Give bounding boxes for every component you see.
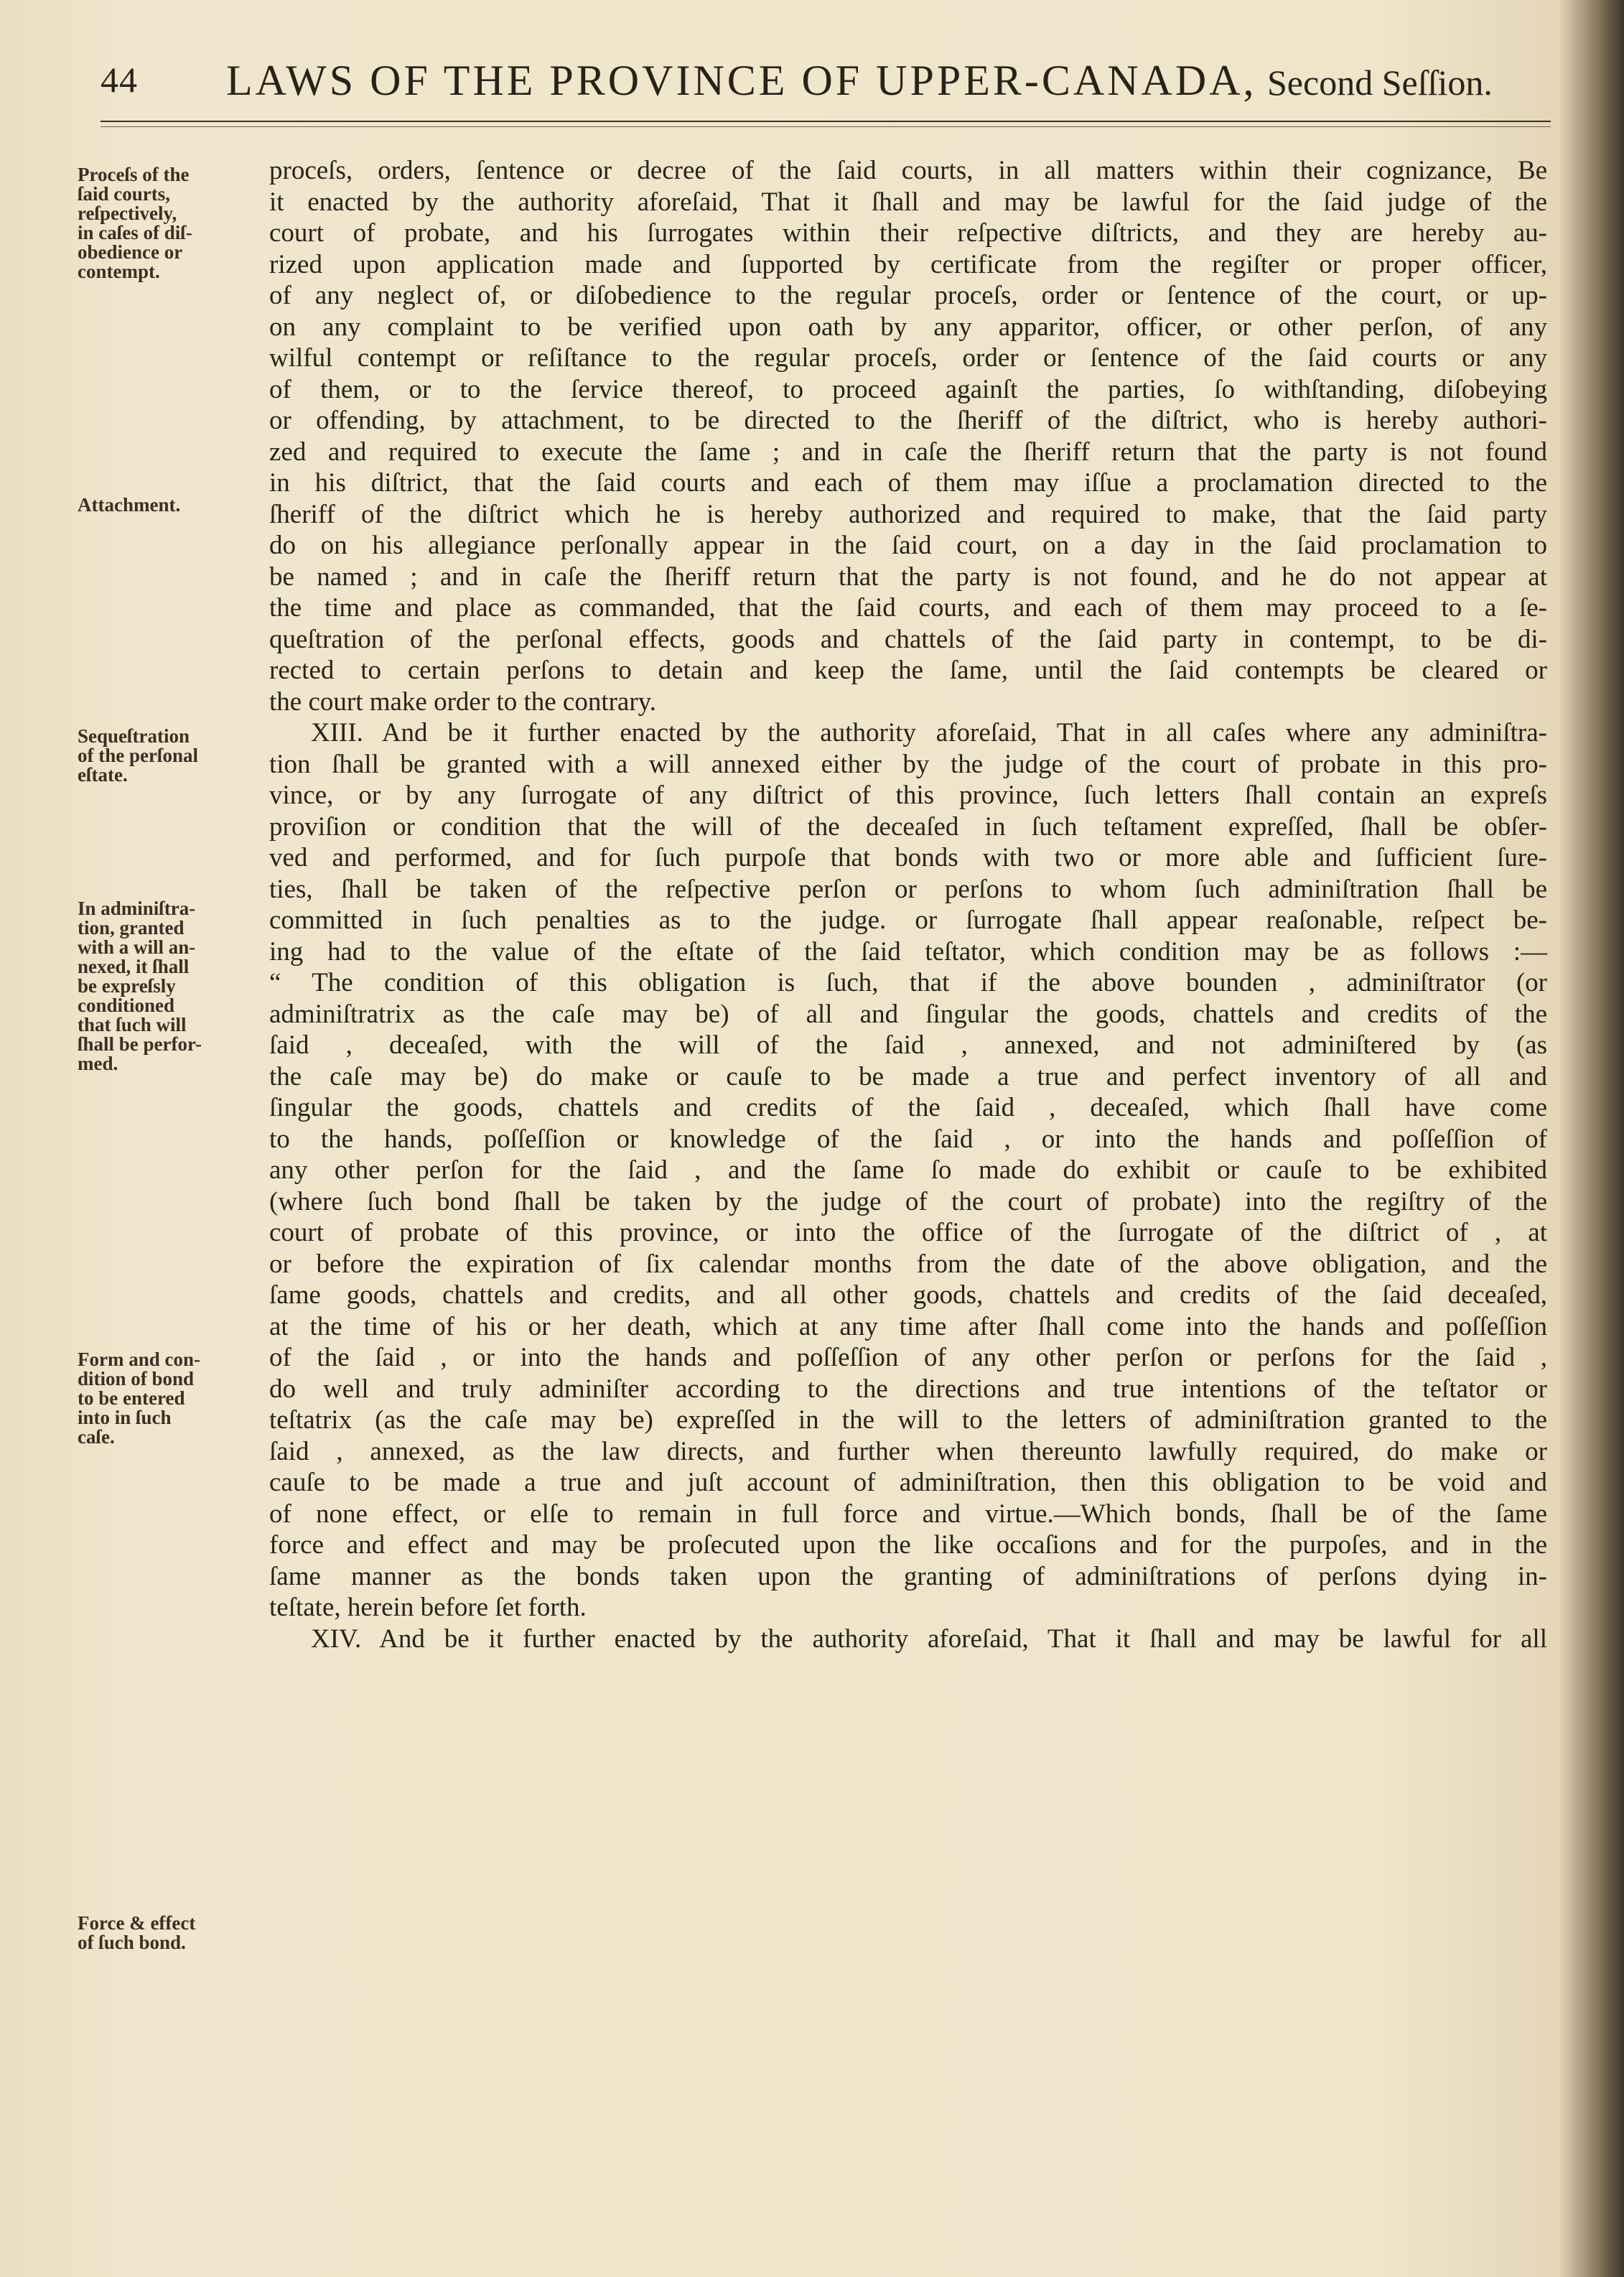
- text-line: ing had to the value of the eſtate of the ſaid teſtator, which condition may be as follows :—: [269, 936, 1547, 967]
- text-line: of them, or to the ſervice thereof, to proceed againſt the parties, ſo withſtanding, diſobeying: [269, 374, 1547, 404]
- text-line: court of probate of this province, or into the office of the ſurrogate of the diſtrict of , at: [269, 1218, 1547, 1247]
- text-line: or before the expiration of ſix calendar months from the date of the above obligation, and the: [269, 1249, 1547, 1279]
- running-title: LAWS OF THE PROVINCE OF UPPER-CANADA,: [226, 57, 1257, 104]
- text-line: queſtration of the perſonal effects, goods and chattels of the ſaid party in contempt, to be di-: [269, 624, 1547, 654]
- marginal-line: that ſuch will: [78, 1014, 187, 1035]
- text-line: ties, ſhall be taken of the reſpective perſon or perſons to whom ſuch adminiſtration ſhall be: [269, 874, 1547, 904]
- marginal-line: eſtate.: [78, 764, 128, 786]
- marginal-note-sequestration: [78, 727, 266, 785]
- text-line: in his diſtrict, that the ſaid courts and each of them may iſſue a proclamation directed to the: [269, 468, 1547, 498]
- text-line: do well and truly adminiſter according to the directions and true intentions of the teſtator or: [269, 1374, 1547, 1404]
- text-line: the court make order to the contrary.: [269, 686, 657, 717]
- text-line: proceſs, orders, ſentence or decree of the ſaid courts, in all matters within their cognizance, Be: [269, 156, 1547, 185]
- text-line: the time and place as commanded, that the ſaid courts, and each of them may proceed to a ſe-: [269, 593, 1547, 623]
- marginal-note-administration: [78, 899, 266, 1074]
- text-line: the caſe may be) do make or cauſe to be made a true and perfect inventory of all and: [269, 1061, 1547, 1091]
- marginal-line: Form and con-: [78, 1349, 200, 1370]
- marginal-note-bond-effect: [78, 1914, 266, 1952]
- text-line: committed in ſuch penalties as to the judge. or ſurrogate ſhall appear reaſonable, reſpect be-: [269, 905, 1547, 935]
- marginal-note-process: [78, 165, 266, 281]
- marginal-line: tion, granted: [78, 917, 185, 939]
- header-rule: [101, 121, 1551, 122]
- text-line: vince, or by any ſurrogate of any diſtrict of this province, ſuch letters ſhall contain an expreſs: [269, 781, 1547, 810]
- marginal-line: contempt.: [78, 261, 160, 282]
- text-line: cauſe to be made a true and juſt account of adminiſtration, then this obligation to be void and: [269, 1468, 1547, 1497]
- header-rule-thin: [101, 126, 1551, 127]
- text-line: teſtatrix (as the caſe may be) expreſſed in the will to the letters of adminiſtration granted to the: [269, 1405, 1547, 1435]
- marginal-line: Force & effect: [78, 1912, 196, 1934]
- text-line: wilful contempt or reſiſtance to the regular proceſs, order or ſentence of the ſaid courts or any: [269, 343, 1547, 373]
- text-line: of none effect, or elſe to remain in full force and virtue.—Which bonds, ſhall be of the ſame: [269, 1499, 1547, 1529]
- page-header: [101, 59, 1544, 116]
- marginal-line: of the perſonal: [78, 745, 198, 766]
- text-line: force and effect and may be proſecuted upon the like occaſions and for the purpoſes, and in the: [269, 1530, 1547, 1560]
- text-line: (where ſuch bond ſhall be taken by the judge of the court of probate) into the regiſtry of the: [269, 1186, 1547, 1216]
- text-line: on any complaint to be verified upon oath by any apparitor, officer, or other perſon, of any: [269, 312, 1547, 342]
- marginal-line: into in ſuch: [78, 1407, 172, 1428]
- text-line: ſaid , annexed, as the law directs, and further when thereunto lawfully required, do make or: [269, 1436, 1547, 1466]
- marginal-line: caſe.: [78, 1426, 115, 1448]
- marginal-note-bond-form: [78, 1350, 266, 1447]
- text-line: to the hands, poſſeſſion or knowledge of the ſaid , or into the hands and poſſeſſion of: [269, 1124, 1547, 1154]
- text-line: it enacted by the authority aforeſaid, That it ſhall and may be lawful for the ſaid judge of the: [269, 187, 1547, 217]
- marginal-line: be expreſsly: [78, 975, 176, 997]
- text-line: “ The condition of this obligation is ſuch, that if the above bounden , adminiſtrator (or: [269, 968, 1547, 997]
- marginal-line: Sequeſtration: [78, 725, 190, 747]
- text-line: of the ſaid , or into the hands and poſſeſſion of any other perſon or perſons for the ſaid ,: [269, 1343, 1547, 1372]
- text-line: tion ſhall be granted with a will annexed either by the judge of the court of probate in this pro-: [269, 749, 1547, 779]
- marginal-line: obedience or: [78, 241, 183, 263]
- session-label: Second Seſſion.: [1267, 62, 1493, 103]
- marginal-line: nexed, it ſhall: [78, 956, 190, 977]
- section-xiv-opening: XIV. And be it further enacted by the authority aforeſaid, That it ſhall and may be lawful for all: [311, 1624, 1547, 1654]
- text-line: zed and required to execute the ſame ; and in caſe the ſheriff return that the party is not found: [269, 437, 1547, 467]
- marginal-line: ſaid courts,: [78, 183, 171, 205]
- text-line: teſtate, herein before ſet forth.: [269, 1593, 587, 1622]
- text-line: any other perſon for the ſaid , and the ſame ſo made do exhibit or cauſe to be exhibited: [269, 1155, 1547, 1185]
- marginal-line: dition of bond: [78, 1368, 195, 1389]
- text-line: ſingular the goods, chattels and credits of the ſaid , deceaſed, which ſhall have come: [269, 1093, 1547, 1122]
- text-line: or offending, by attachment, to be directed to the ſheriff of the diſtrict, who is hereby authori-: [269, 406, 1547, 435]
- text-line: rized upon application made and ſupported by certificate from the regiſter or proper officer,: [269, 249, 1547, 279]
- text-line: court of probate, and his ſurrogates within their reſpective diſtricts, and they are hereby au-: [269, 218, 1547, 248]
- text-line: at the time of his or her death, which at any time after ſhall come into the hands and poſſeſſion: [269, 1311, 1547, 1341]
- marginal-line: reſpectively,: [78, 202, 177, 224]
- text-line: of any neglect of, or diſobedience to the regular proceſs, order or ſentence of the court, or up-: [269, 281, 1547, 310]
- marginal-line: of ſuch bond.: [78, 1932, 186, 1953]
- text-line: ſame manner as the bonds taken upon the granting of adminiſtrations of perſons dying in-: [269, 1561, 1547, 1591]
- body-text: [269, 155, 1547, 1654]
- text-line: proviſion or condition that the will of the deceaſed in ſuch teſtament expreſſed, ſhall be obſer-: [269, 811, 1547, 842]
- marginal-line: med.: [78, 1053, 118, 1074]
- marginal-line: with a will an-: [78, 936, 196, 958]
- text-line: do on his allegiance perſonally appear in the ſaid court, on a day in the ſaid proclamation to: [269, 531, 1547, 560]
- text-line: adminiſtratrix as the caſe may be) of all and ſingular the goods, chattels and credits of the: [269, 999, 1547, 1029]
- text-line: ſame goods, chattels and credits, and all other goods, chattels and credits of the ſaid deceaſed,: [269, 1280, 1547, 1310]
- marginal-line: In adminiſtra-: [78, 898, 196, 919]
- text-line: rected to certain perſons to detain and keep the ſame, until the ſaid contempts be cleared or: [269, 656, 1547, 685]
- marginal-line: Proceſs of the: [78, 164, 190, 185]
- text-line: ved and performed, and for ſuch purpoſe that bonds with two or more able and ſufficient ſure-: [269, 843, 1547, 872]
- section-xiii-opening: XIII. And be it further enacted by the authority aforeſaid, That in all caſes where any adminiſtra-: [311, 718, 1547, 748]
- marginal-line: to be entered: [78, 1387, 185, 1409]
- marginal-line: ſhall be perfor-: [78, 1033, 202, 1055]
- text-line: ſheriff of the diſtrict which he is hereby authorized and required to make, that the ſaid party: [269, 499, 1547, 529]
- text-line: ſaid , deceaſed, with the will of the ſaid , annexed, and not adminiſtered by (as: [269, 1030, 1547, 1060]
- page-number: 44: [101, 60, 138, 100]
- marginal-line: Attachment.: [78, 494, 181, 516]
- text-line: be named ; and in caſe the ſheriff return that the party is not found, and he do not appear at: [269, 562, 1547, 592]
- marginal-line: in caſes of diſ-: [78, 222, 192, 243]
- marginal-line: conditioned: [78, 995, 175, 1016]
- marginal-note-attachment: [78, 495, 266, 515]
